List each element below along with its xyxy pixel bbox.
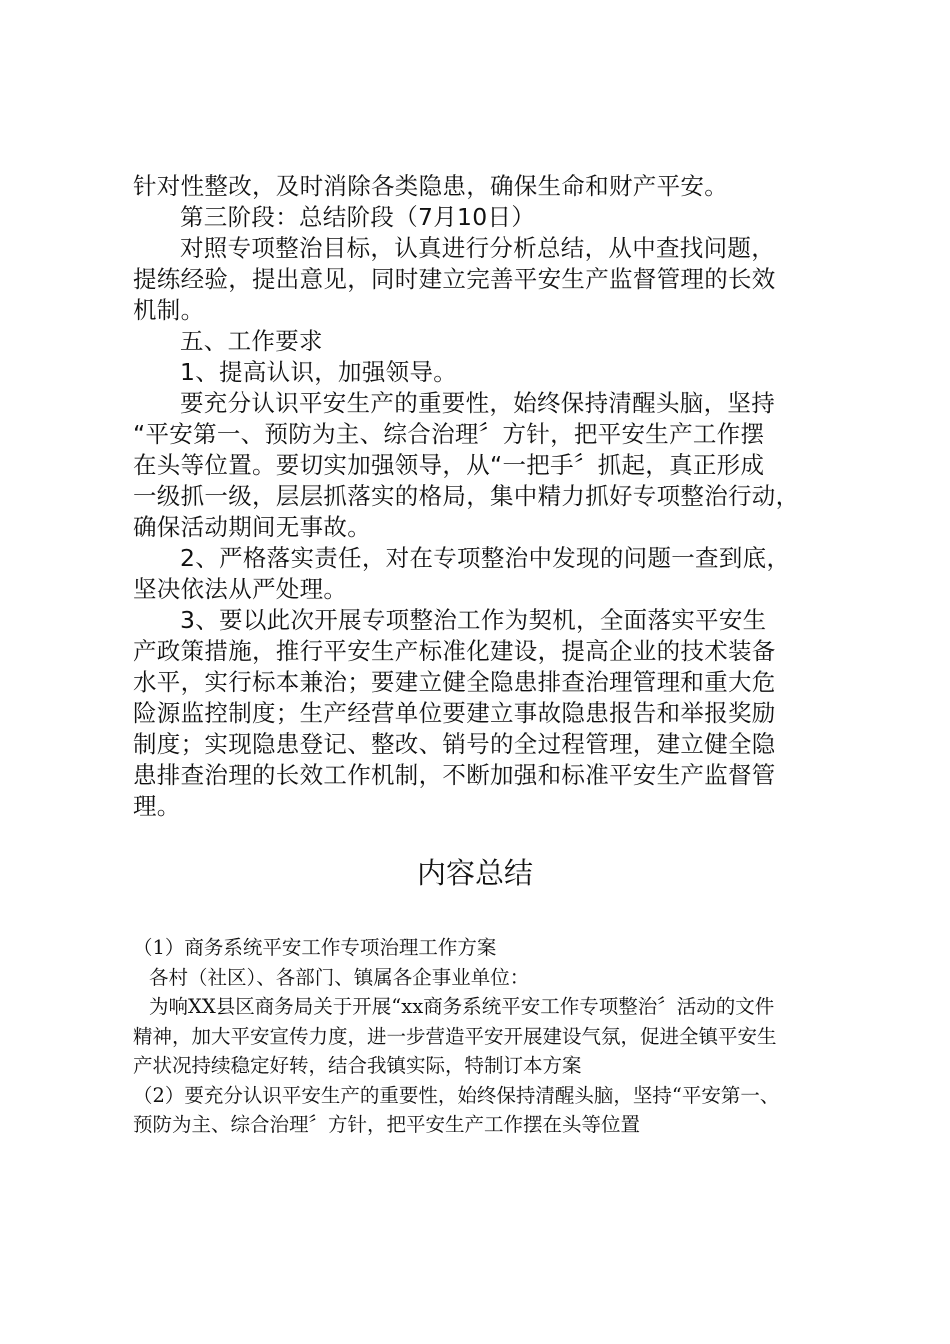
summary-line: 各村（社区）、各部门、镇属各企事业单位： [149,965,530,989]
body-line: 产政策措施，推行平安生产标准化建设，提高企业的技术装备 [133,637,776,665]
body-line: 3、要以此次开展专项整治工作为契机，全面落实平安生 [180,606,767,634]
body-line: 2、严格落实责任，对在专项整治中发现的问题一查到底， [180,544,791,572]
summary-line: （2）要充分认识平安生产的重要性，始终保持清醒头脑，坚持“平安第一、 [133,1083,780,1107]
body-line: “平安第一、预防为主、综合治理〞方针，把平安生产工作摆 [133,420,765,448]
body-line: 坚决依法从严处理。 [133,575,348,603]
section-heading: 五、工作要求 [180,327,323,355]
body-line: 一级抓一级，层层抓落实的格局，集中精力抓好专项整治行动， [133,482,800,510]
body-text [133,171,833,822]
body-line: 理。 [133,792,181,820]
body-line: 对照专项整治目标，认真进行分析总结，从中查找问题， [180,234,775,262]
body-line: 水平，实行标本兼治；要建立健全隐患排查治理管理和重大危 [133,668,776,696]
body-line: 患排查治理的长效工作机制，不断加强和标准平安生产监督管 [133,761,776,789]
summary-title: 内容总结 [416,856,533,890]
summary-section [133,933,833,1140]
body-line: 1、提高认识，加强领导。 [180,358,458,386]
body-line: 制度；实现隐患登记、整改、销号的全过程管理，建立健全隐 [133,730,776,758]
body-line: 针对性整改，及时消除各类隐患，确保生命和财产平安。 [133,172,728,200]
body-line: 第三阶段：总结阶段（7月10日） [180,203,536,231]
summary-line: 预防为主、综合治理〞方针，把平安生产工作摆在头等位置 [133,1113,641,1136]
summary-line: 产状况持续稳定好转，结合我镇实际，特制订本方案 [133,1054,582,1077]
summary-line: （1）商务系统平安工作专项治理工作方案 [133,936,497,959]
summary-line: 精神，加大平安宣传力度，进一步营造平安开展建设气氛，促进全镇平安生 [133,1024,777,1048]
summary-line: 为响XX县区商务局关于开展“xx商务系统平安工作专项整治〞活动的文件 [149,995,775,1018]
body-line: 提练经验，提出意见，同时建立完善平安生产监督管理的长效 [133,265,776,293]
body-line: 要充分认识平安生产的重要性，始终保持清醒头脑，坚持 [180,389,775,417]
body-line: 在头等位置。要切实加强领导，从“一把手〞抓起，真正形成 [133,451,765,479]
body-line: 机制。 [133,296,205,324]
body-line: 险源监控制度；生产经营单位要建立事故隐患报告和举报奖励 [133,699,776,727]
body-line: 确保活动期间无事故。 [133,513,371,541]
